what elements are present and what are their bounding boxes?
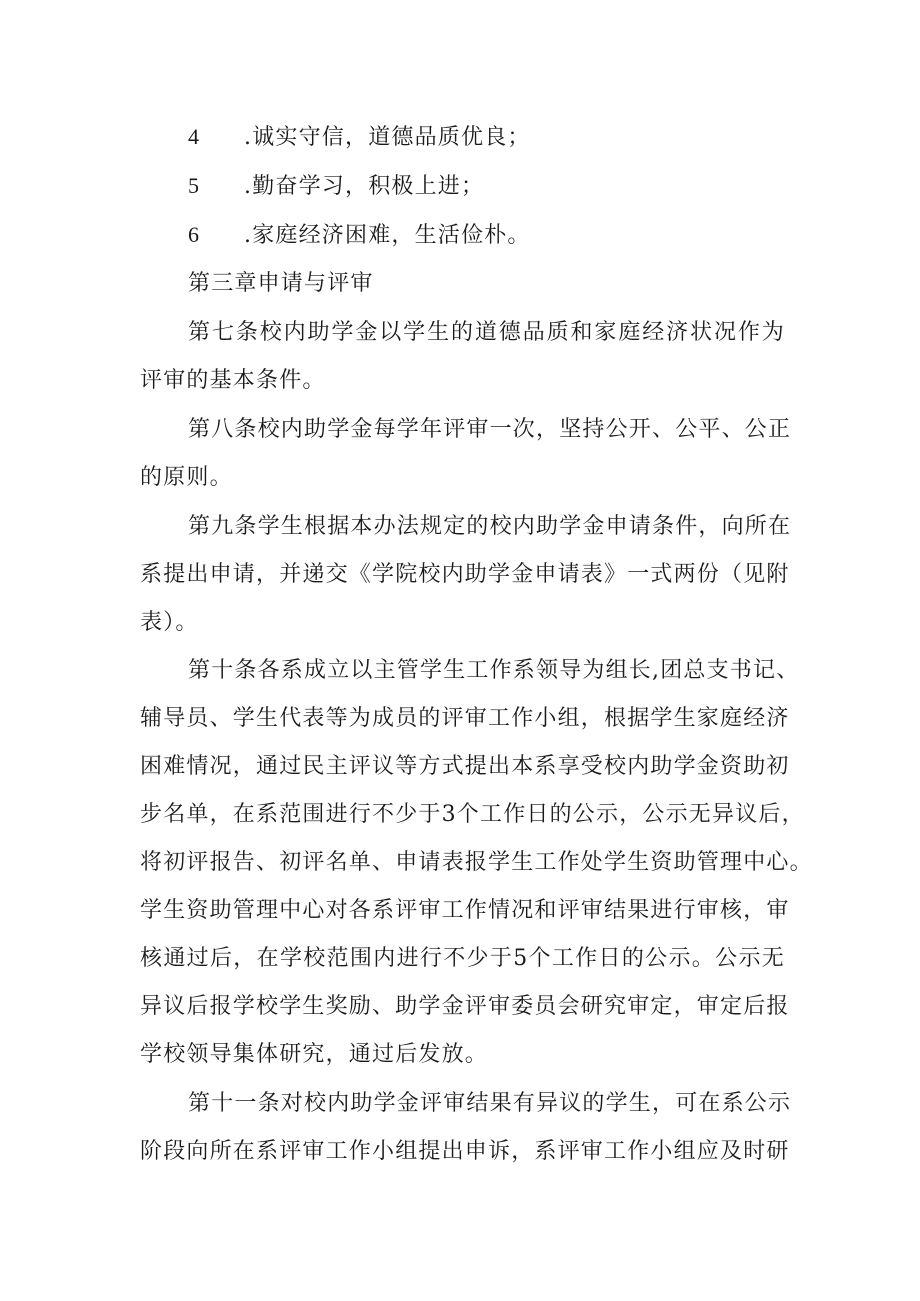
article-10-line: 核通过后，在学校范围内进行不少于5个工作日的公示。公示无 xyxy=(140,946,785,971)
list-item-text: .勤奋学习，积极上进； xyxy=(244,174,485,199)
list-item-number: 4 xyxy=(188,124,201,149)
article-10-line: 异议后报学校学生奖励、助学金评审委员会研究审定，审定后报 xyxy=(140,994,790,1019)
article-11-line: 阶段向所在系评审工作小组提出申诉，系评审工作小组应及时研 xyxy=(140,1139,790,1164)
list-item-number: 6 xyxy=(188,222,201,247)
article-9-line: 表）。 xyxy=(140,610,199,635)
article-7-line: 第七条校内助学金以学生的道德品质和家庭经济状况作为 xyxy=(188,320,785,345)
article-10-line: 将初评报告、初评名单、申请表报学生工作处学生资助管理中心。 xyxy=(140,850,813,875)
article-7-line: 评审的基本条件。 xyxy=(140,368,326,393)
article-10-line: 困难情况，通过民主评议等方式提出本系享受校内助学金资助初 xyxy=(140,754,790,779)
article-10-line: 辅导员、学生代表等为成员的评审工作小组，根据学生家庭经济 xyxy=(140,706,790,731)
list-item-text: .家庭经济困难，生活俭朴。 xyxy=(244,223,531,248)
list-item xyxy=(188,122,785,153)
article-8-line: 第八条校内助学金每学年评审一次，坚持公开、公平、公正 xyxy=(188,417,792,442)
chapter-heading: 第三章申请与评审 xyxy=(188,271,374,296)
article-8-line: 的原则。 xyxy=(140,465,233,490)
article-9-line: 第九条学生根据本办法规定的校内助学金申请条件，向所在 xyxy=(188,514,792,539)
article-10-line: 步名单，在系范围进行不少于3个工作日的公示，公示无异议后， xyxy=(140,802,805,827)
article-9-line: 系提出申请，并递交《学院校内助学金申请表》一式两份（见附 xyxy=(140,562,790,587)
article-10-line: 第十条各系成立以主管学生工作系领导为组长,团总支书记、 xyxy=(188,658,800,683)
list-item-number: 5 xyxy=(188,173,201,198)
article-10-line: 学生资助管理中心对各系评审工作情况和评审结果进行审核，审 xyxy=(140,898,790,923)
list-item xyxy=(188,220,785,251)
article-10-line: 学校领导集体研究，通过后发放。 xyxy=(140,1042,489,1067)
list-item-text: .诚实守信，道德品质优良； xyxy=(244,125,531,150)
list-item xyxy=(188,171,785,202)
article-11-line: 第十一条对校内助学金评审结果有异议的学生，可在系公示 xyxy=(188,1091,792,1116)
